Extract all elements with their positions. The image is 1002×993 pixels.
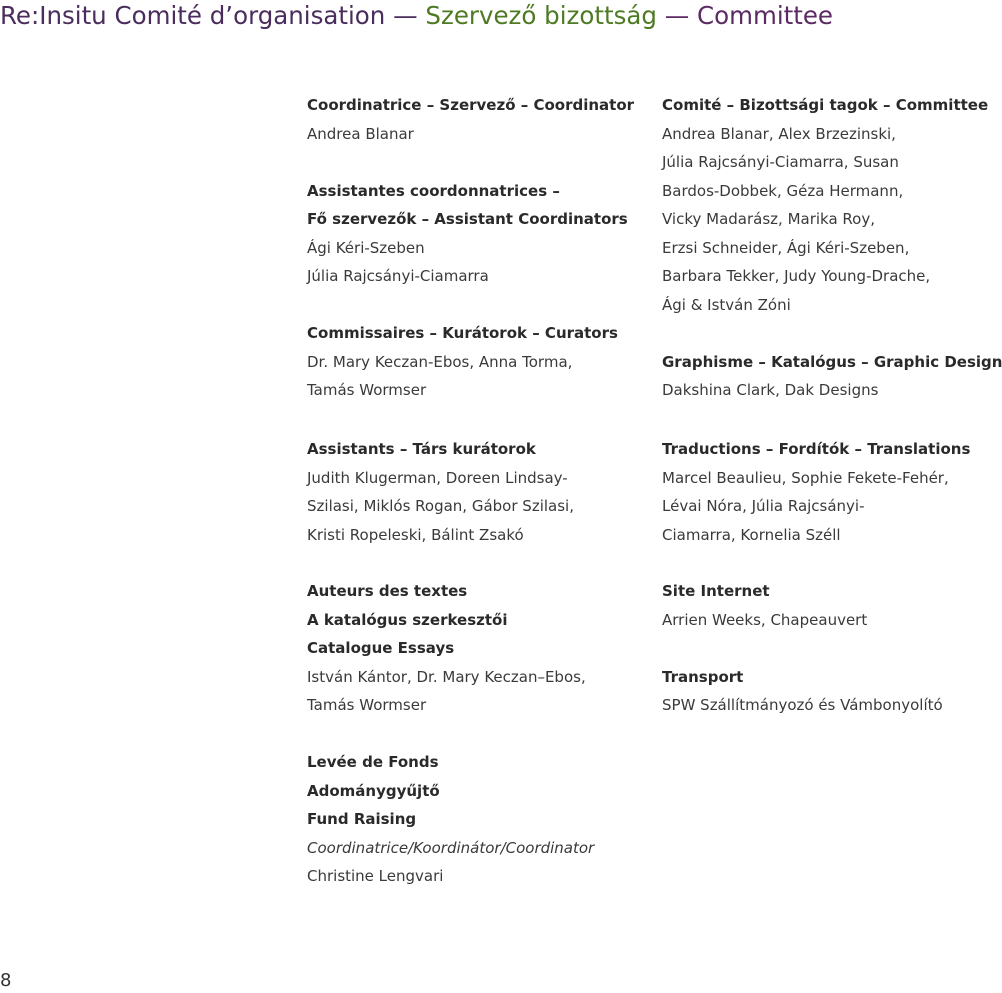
title-separator: —	[385, 1, 426, 30]
section-names: Arrien Weeks, Chapeauvert	[662, 610, 868, 629]
section-names: Tamás Wormser	[307, 696, 427, 714]
section-heading: Traductions – Fordítók – Translations	[662, 440, 971, 458]
section-names: Tamás Wormser	[307, 381, 427, 399]
section-heading: Fő szervezők – Assistant Coordinators	[307, 210, 628, 228]
section-heading: Adománygyűjtő	[307, 781, 440, 800]
section-names: Júlia Rajcsányi-Ciamarra, Susan	[662, 153, 899, 171]
right-column-translations	[662, 435, 971, 549]
section-role: Coordinatrice/Koordinátor/Coordinator	[307, 838, 595, 857]
section-names: Júlia Rajcsányi-Ciamarra	[307, 267, 489, 285]
section-names: Vicky Madarász, Marika Roy,	[662, 210, 875, 228]
section-names: Christine Lengvari	[307, 867, 444, 885]
section-heading: A katalógus szerkesztői	[307, 610, 508, 629]
right-column	[662, 91, 1002, 405]
section-names: Dakshina Clark, Dak Designs	[662, 381, 879, 399]
left-column-assistants	[307, 435, 647, 549]
section-names: Ági Kéri-Szeben	[307, 238, 425, 257]
title-hungarian: Szervező bizottság	[425, 1, 657, 30]
section-names: Ciamarra, Kornelia Széll	[662, 525, 841, 544]
title-french: Re:Insitu Comité d’organisation	[0, 1, 386, 30]
section-names: Erzsi Schneider, Ági Kéri-Szeben,	[662, 238, 910, 257]
page-title	[0, 0, 960, 34]
section-heading: Comité – Bizottsági tagok – Committee	[662, 96, 989, 114]
section-names: István Kántor, Dr. Mary Keczan–Ebos,	[307, 667, 586, 686]
section-names: Ági & István Zóni	[662, 295, 791, 314]
section-names: Barbara Tekker, Judy Young-Drache,	[662, 267, 931, 285]
section-names: Andrea Blanar, Alex Brzezinski,	[662, 124, 896, 143]
section-names: Bardos-Dobbek, Géza Hermann,	[662, 181, 904, 200]
page-number: 8	[0, 970, 12, 991]
section-names: Szilasi, Miklós Rogan, Gábor Szilasi,	[307, 497, 574, 515]
section-names: Lévai Nóra, Júlia Rajcsányi-	[662, 497, 865, 515]
section-heading: Coordinatrice – Szervező – Coordinator	[307, 96, 635, 114]
section-names: Kristi Ropeleski, Bálint Zsakó	[307, 525, 524, 544]
section-heading: Catalogue Essays	[307, 639, 455, 657]
section-heading: Assistants – Társ kurátorok	[307, 440, 536, 458]
left-column-fundraising	[307, 748, 647, 891]
section-names: Andrea Blanar	[307, 124, 414, 143]
section-heading: Fund Raising	[307, 810, 417, 828]
left-column	[307, 91, 647, 405]
section-heading: Auteurs des textes	[307, 582, 468, 600]
section-names: SPW Szállítmányozó és Vámbonyolító	[662, 696, 943, 714]
section-heading: Site Internet	[662, 582, 770, 600]
section-heading: Graphisme – Katalógus – Graphic Design	[662, 352, 1002, 371]
section-heading: Commissaires – Kurátorok – Curators	[307, 324, 618, 342]
section-heading: Assistantes coordonnatrices –	[307, 181, 560, 200]
section-heading: Transport	[662, 667, 744, 686]
left-column-authors	[307, 577, 647, 720]
right-column-website	[662, 577, 960, 720]
title-separator: —	[656, 1, 698, 30]
section-names: Judith Klugerman, Doreen Lindsay-	[307, 468, 568, 487]
title-english: Committee	[697, 1, 834, 30]
section-names: Dr. Mary Keczan-Ebos, Anna Torma,	[307, 352, 573, 371]
section-names: Marcel Beaulieu, Sophie Fekete-Fehér,	[662, 468, 949, 487]
section-heading: Levée de Fonds	[307, 753, 439, 771]
